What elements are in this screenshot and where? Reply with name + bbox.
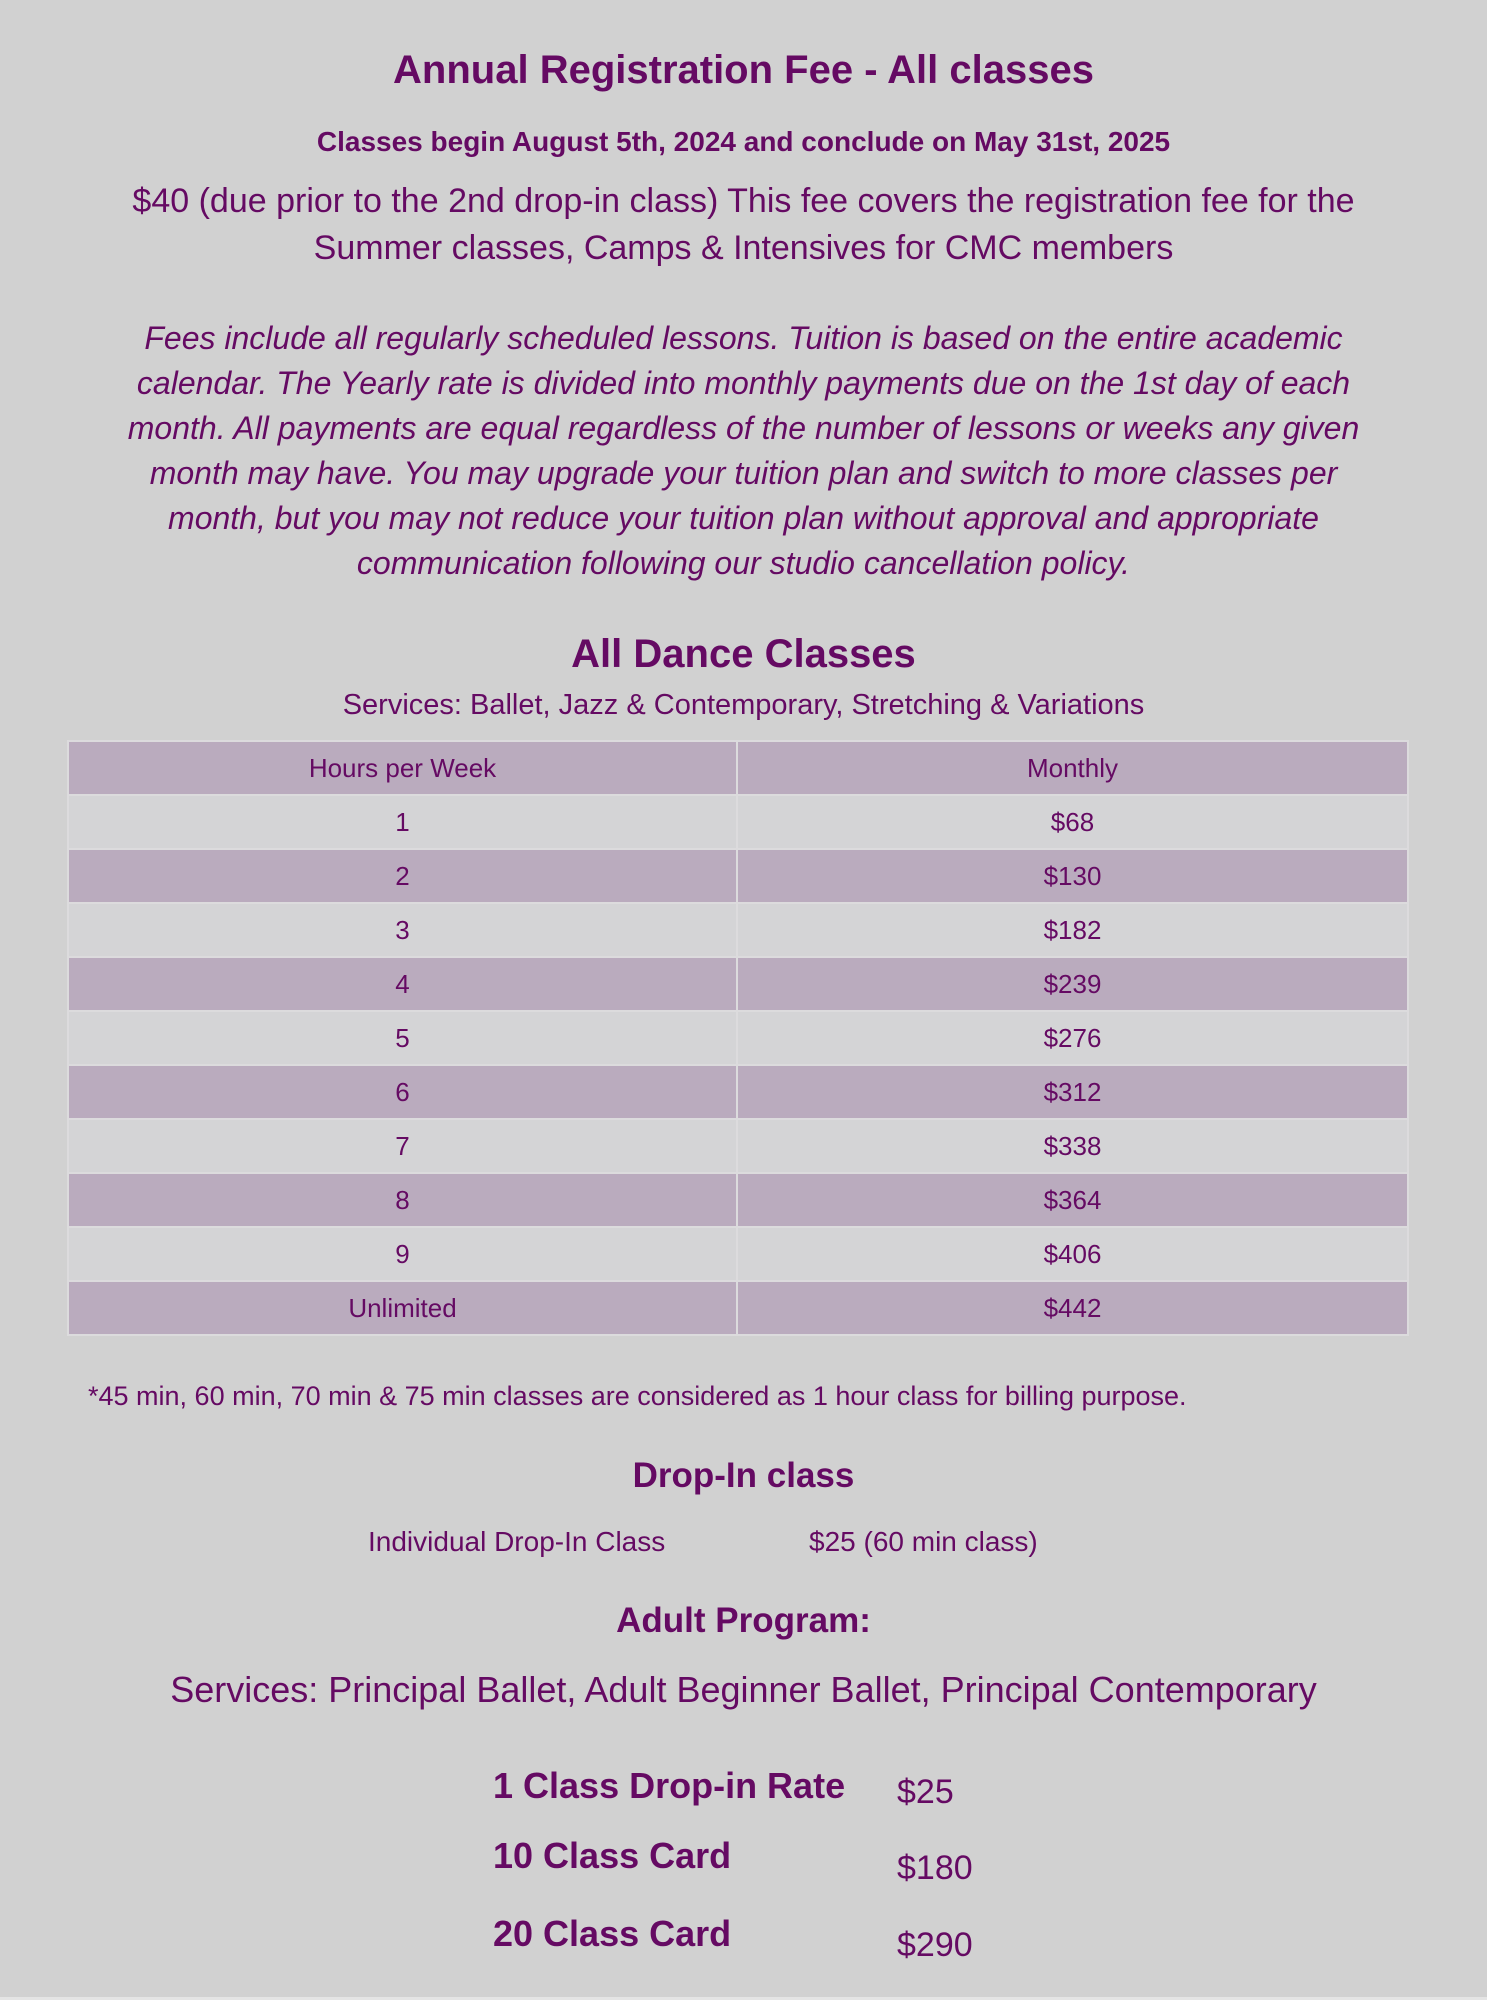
season-dates: Classes begin August 5th, 2024 and conclude on May 31st, 2025	[316, 126, 1171, 157]
adult-option-price: $180	[897, 1849, 973, 1887]
hours-cell: 8	[68, 1173, 737, 1227]
policy-line: Fees include all regularly scheduled lessons. Tuition is based on the entire academic	[144, 320, 1343, 356]
monthly-cell: $338	[737, 1119, 1408, 1173]
drop-in-price: $25 (60 min class)	[809, 1526, 1038, 1557]
registration-fee-text	[60, 178, 1427, 272]
column-header-hours: Hours per Week	[68, 741, 737, 795]
hours-cell: 7	[68, 1119, 737, 1173]
fee-line-1: $40 (due prior to the 2nd drop-in class) This fee covers the registration fee for the	[132, 182, 1355, 220]
adult-program-heading: Adult Program:	[616, 1601, 871, 1640]
table-row	[68, 903, 1408, 957]
adult-option-label: 10 Class Card	[493, 1835, 732, 1876]
table-row	[68, 795, 1408, 849]
page-title: Annual Registration Fee - All classes	[393, 48, 1094, 92]
adult-services: Services: Principal Ballet, Adult Beginner Ballet, Principal Contemporary	[170, 1669, 1317, 1710]
table-row	[68, 1281, 1408, 1335]
tuition-policy	[60, 316, 1427, 586]
monthly-cell: $364	[737, 1173, 1408, 1227]
table-row	[68, 957, 1408, 1011]
drop-in-heading: Drop-In class	[632, 1456, 855, 1495]
adult-option-label: 1 Class Drop-in Rate	[493, 1765, 846, 1806]
adult-option-price: $25	[897, 1773, 954, 1811]
table-header-row	[68, 741, 1408, 795]
fee-line-2: Summer classes, Camps & Intensives for CMC members	[313, 229, 1174, 267]
monthly-cell: $130	[737, 849, 1408, 903]
table-row	[68, 1227, 1408, 1281]
monthly-cell: $182	[737, 903, 1408, 957]
hours-cell: 2	[68, 849, 737, 903]
hours-cell: 4	[68, 957, 737, 1011]
table-row	[68, 1011, 1408, 1065]
policy-line: calendar. The Yearly rate is divided into monthly payments due on the 1st day of each	[136, 365, 1351, 401]
policy-line: month, but you may not reduce your tuition plan without approval and appropriate	[168, 500, 1319, 536]
hours-cell: Unlimited	[68, 1281, 737, 1335]
monthly-cell: $68	[737, 795, 1408, 849]
hours-cell: 9	[68, 1227, 737, 1281]
adult-option-label: 20 Class Card	[493, 1913, 732, 1954]
hours-cell: 6	[68, 1065, 737, 1119]
billing-footnote: *45 min, 60 min, 70 min & 75 min classes are considered as 1 hour class for billing purpose.	[88, 1381, 1187, 1411]
column-header-monthly: Monthly	[737, 741, 1408, 795]
dance-classes-heading: All Dance Classes	[571, 632, 916, 676]
monthly-cell: $312	[737, 1065, 1408, 1119]
drop-in-label: Individual Drop-In Class	[368, 1526, 666, 1557]
policy-line: month. All payments are equal regardless of the number of lessons or weeks any given	[127, 410, 1360, 446]
hours-cell: 3	[68, 903, 737, 957]
adult-option-price: $290	[897, 1926, 973, 1964]
table-row	[68, 1173, 1408, 1227]
policy-line: communication following our studio cancellation policy.	[356, 545, 1131, 581]
monthly-cell: $406	[737, 1227, 1408, 1281]
table-row	[68, 849, 1408, 903]
monthly-cell: $276	[737, 1011, 1408, 1065]
monthly-cell: $442	[737, 1281, 1408, 1335]
hours-cell: 1	[68, 795, 737, 849]
policy-line: month may have. You may upgrade your tuition plan and switch to more classes per	[149, 455, 1338, 491]
dance-services: Services: Ballet, Jazz & Contemporary, Stretching & Variations	[342, 689, 1145, 721]
table-row	[68, 1065, 1408, 1119]
hours-cell: 5	[68, 1011, 737, 1065]
monthly-cell: $239	[737, 957, 1408, 1011]
pricing-table	[67, 740, 1409, 1336]
table-row	[68, 1119, 1408, 1173]
